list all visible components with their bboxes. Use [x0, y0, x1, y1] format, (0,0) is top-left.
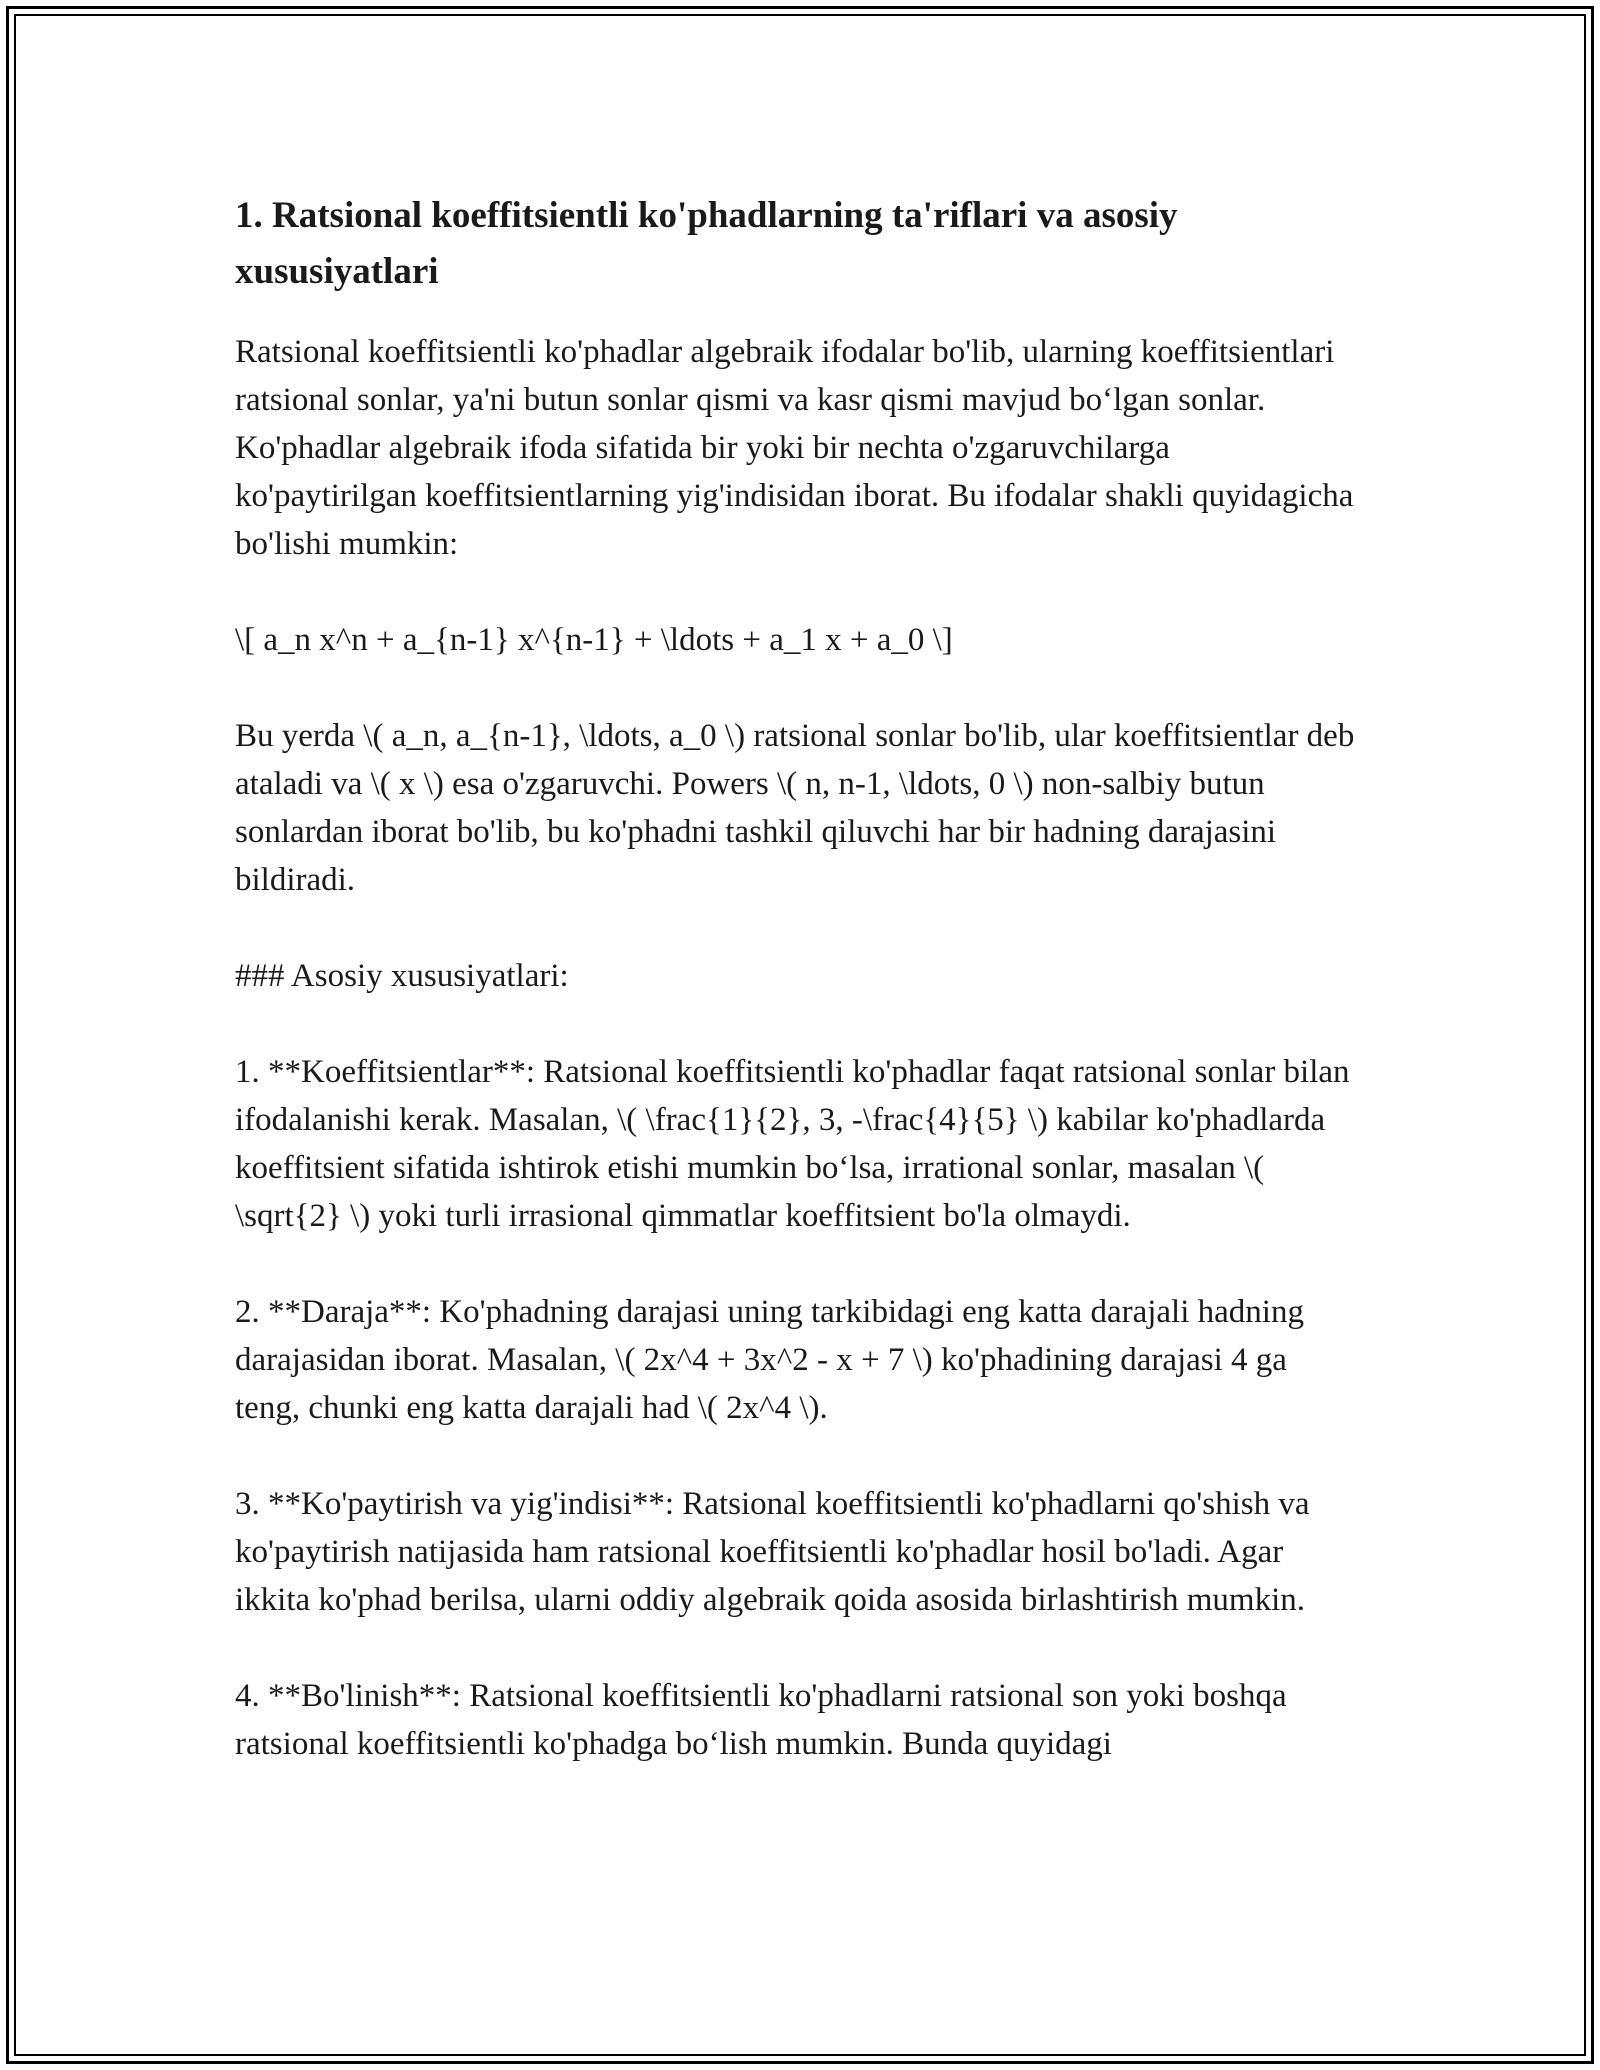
property-item-coefficients: 1. **Koeffitsientlar**: Ratsional koeffitsientli ko'phadlar faqat ratsional sonlar bilan ifodalanishi kerak. Masalan, \( \frac{1}{2}, 3, -\frac{4}{5} \) kabilar ko'phadlarda koeffitsient sifatida ishtirok etishi mumkin bo‘lsa, irrational sonlar, masalan \( \sqrt{2} \) yoki turli irrasional qimmatlar koeffitsient bo'la olmaydi. — [235, 1054, 1358, 1234]
intro-paragraph: Ratsional koeffitsientli ko'phadlar algebraik ifodalar bo'lib, ularning koeffitsientlari ratsional sonlar, ya'ni butun sonlar qismi va kasr qismi mavjud bo‘lgan sonlar. Ko'phadlar algebraik ifoda sifatida bir yoki bir nechta o'zgaruvchilarga ko'paytirilgan koeffitsientlarning yig'indisidan iborat. Bu ifodalar shakli quyidagicha bo'lishi mumkin: — [235, 334, 1362, 562]
property-item-division: 4. **Bo'linish**: Ratsional koeffitsientli ko'phadlarni ratsional son yoki boshqa ratsional koeffitsientli ko'phadga bo‘lish mumkin. Bunda quyidagi — [235, 1678, 1295, 1762]
document-body — [235, 188, 1363, 1816]
properties-subheading: ### Asosiy xususiyatlari: — [235, 958, 569, 994]
property-item-degree: 2. **Daraja**: Ko'phadning darajasi uning tarkibidagi eng katta darajali hadning darajasidan iborat. Masalan, \( 2x^4 + 3x^2 - x + 7 \) ko'phadining darajasi 4 ga teng, chunki eng katta darajali had \( 2x^4 \). — [235, 1294, 1313, 1426]
coefficients-paragraph: Bu yerda \( a_n, a_{n-1}, \ldots, a_0 \) ratsional sonlar bo'lib, ular koeffitsientlar deb ataladi va \( x \) esa o'zgaruvchi. Powers \( n, n-1, \ldots, 0 \) non-salbiy butun sonlardan iborat bo'lib, bu ko'phadni tashkil qiluvchi har bir hadning darajasini bildiradi. — [235, 718, 1363, 898]
property-item-multiplication: 3. **Ko'paytirish va yig'indisi**: Ratsional koeffitsientli ko'phadlarni qo'shish va ko'paytirish natijasida ham ratsional koeffitsientli ko'phadlar hosil bo'ladi. Agar ikkita ko'phad berilsa, ularni oddiy algebraik qoida asosida birlashtirish mumkin. — [235, 1486, 1318, 1618]
section-heading: 1. Ratsional koeffitsientli ko'phadlarning ta'riflari va asosiy xususiyatlari — [235, 195, 1178, 292]
polynomial-formula: \[ a_n x^n + a_{n-1} x^{n-1} + \ldots + a_1 x + a_0 \] — [235, 622, 953, 658]
